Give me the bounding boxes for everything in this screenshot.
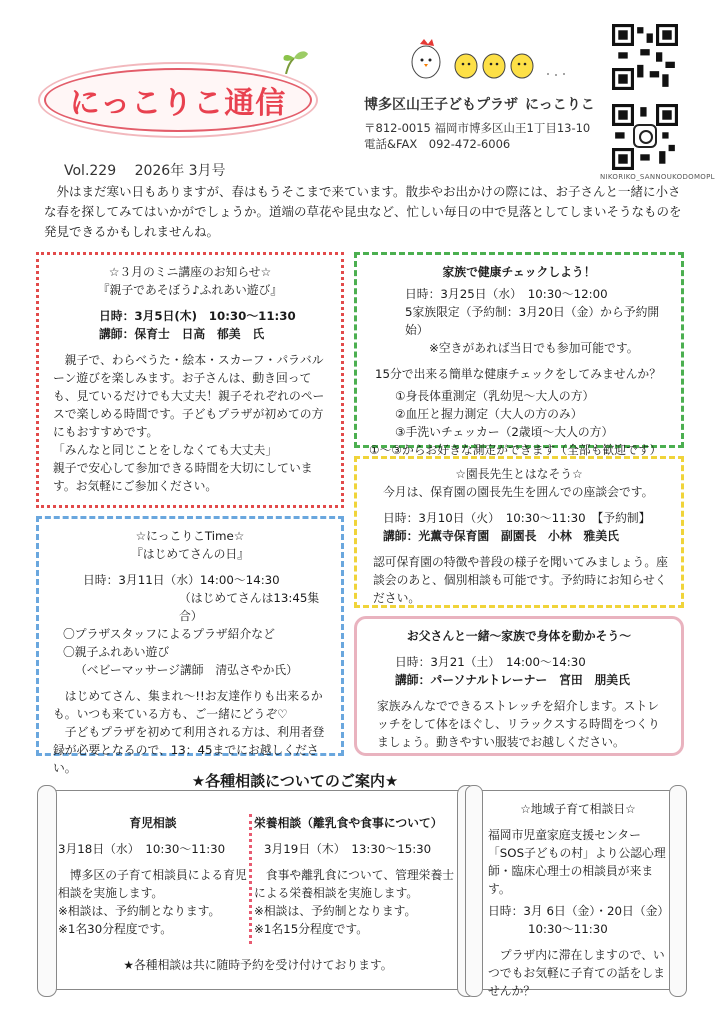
childcare-note: ※相談は、予約制となります。 [58,904,221,918]
nikkoriko-time-date: 日時：3月11日（水）14:00～14:30 [83,573,280,587]
nikkoriko-time-closing: 子どもプラザを初めて利用される方は、利用者登録が必要となるので、13：45までにお越しください。 [53,725,325,775]
nikkoriko-time-box [36,516,344,775]
mini-course-date: 日時：3月5日(木) 10:30～11:30 [99,309,296,323]
nikkoriko-time-heading: ☆にっこりこTime☆ [135,529,245,543]
dad-event-body: 家族みんなでできるストレッチを紹介します。ストレッチをして体をほぐし、リラックスする時間をつくりましょう。動きやすい服装でお越しください。 [377,699,660,749]
nutrition-note: ※相談は、予約制となります。 [254,904,417,918]
issue-number: Vol.229 2026年 3月号 [64,163,226,179]
mini-course-quote: 「みんなと同じことをしなくても大丈夫」 [53,443,278,457]
nutrition-date: 3月19日（木） 13:30～15:30 [264,842,432,856]
nikkoriko-time-item: 〇親子ふれあい遊び [63,645,170,659]
childcare-note: ※1名30分程度です。 [58,922,173,936]
health-check-note: ※空きがあれば当日でも参加可能です。 [429,341,639,355]
mini-course-box [36,252,344,508]
community-date: 日時：3月 6日（金）・20日（金） [488,904,670,918]
principal-body: 認可保育園の特徴や普段の様子を聞いてみましょう。座談会のあと、個別相談も可能です。予約時にお知らせください。 [373,555,668,605]
instagram-icon [633,124,657,148]
community-body: 福岡市児童家庭支援センター「SOS子どもの村」より公認心理師・臨床心理士の相談員が来ます。 [488,828,666,896]
nutrition-title: 栄養相談（離乳食や食事について） [254,816,443,830]
health-check-item: ②血圧と握力測定（大人の方のみ） [395,407,583,421]
childcare-date: 3月18日（水） 10:30～11:30 [58,842,226,856]
health-check-item: ③手洗いチェッカー（2歳頃～大人の方） [395,425,614,439]
mini-course-lecturer: 講師：保育士 日高 郁美 氏 [99,327,265,341]
principal-date: 日時：3月10日（火） 10:30～11:30 【予約制】 [383,511,651,525]
dad-event-lecturer: 講師：パーソナルトレーナー 宮田 朋美氏 [395,673,630,687]
nikkoriko-time-body: はじめてさん、集まれ～!!お友達作りも出来るかも。いつも来ている方も、ご一緒にどうぞ♡ [53,689,323,721]
health-check-heading: 家族で健康チェックしよう！ [442,265,596,279]
community-time: 10:30～11:30 [528,922,608,936]
childcare-body: 博多区の子育て相談員による育児相談を実施します。 [58,868,247,900]
leaf-sprout-icon [280,48,310,74]
org-name: 博多区山王子どもプラザ [364,97,518,113]
health-check-item: ①身長体重測定（乳幼児～大人の方） [395,389,595,403]
nutrition-note: ※1名15分程度です。 [254,922,369,936]
principal-heading: ☆園長先生とはなそう☆ [455,467,583,481]
community-heading: ☆地域子育て相談日☆ [520,802,636,816]
newsletter-title-banner [44,68,312,132]
community-consultation [488,800,668,1000]
mini-course-title: 『親子であそぼう♪ふれあい遊び』 [97,283,283,297]
nikkoriko-time-note: （はじめてさんは13:45集合） [179,591,320,623]
health-check-limit: 5家族限定（予約制：3月20日（金）から予約開始） [405,305,660,337]
mini-course-heading: ☆３月のミニ講座のお知らせ☆ [108,265,272,279]
nikkoriko-time-item: （ベビーマッサージ講師 清弘さやか氏） [75,663,298,677]
consultation-divider [249,814,252,944]
mini-course-body: 親子で、わらべうた・絵本・スカーフ・パラバルーン遊びを楽しみます。お子さんは、動き回っても、見ているだけでも大丈夫！親子それぞれのペースで楽しめる時間です。子どもプラザが初めての方にもおすすめです。 [53,353,325,439]
chick-illustration-icon [408,34,578,84]
qr-code-icon[interactable] [612,24,678,90]
principal-lecturer: 講師：光薫寺保育園 副園長 小林 雅美氏 [383,529,619,543]
health-check-date: 日時：3月25日（水） 10:30～12:00 [405,287,608,301]
principal-talk-box [354,456,684,608]
org-address: 〒812-0015 福岡市博多区山王1丁目13-10 [364,121,591,135]
newsletter-title: にっこりこ通信 [69,86,287,121]
consultation-footer: ★各種相談は共に随時予約を受け付けております。 [123,958,393,972]
childcare-consultation [58,814,248,938]
nutrition-body: 食事や離乳食について、管理栄養士による栄養相談を実施します。 [254,868,455,900]
intro-paragraph: 外はまだ寒い日もありますが、春はもうそこまで来ています。散歩やお出かけの際には、お子さんと一緒に小さな春を探してみてはいかがでしょうか。道端の草花や昆虫など、忙しい毎日の中で見落としてしまいそうなものを発見できるかもしれませんね。 [44,184,682,239]
health-check-footer: ①～③からお好きな測定ができます（全部も歓迎です） [369,443,662,457]
nikkoriko-time-title: 『はじめてさんの日』 [131,547,249,561]
nutrition-consultation [254,814,460,938]
principal-lead: 今月は、保育園の園長先生を囲んでの座談会です。 [383,485,654,499]
community-closing: プラザ内に滞在しますので、いつでもお気軽に子育ての話をしませんか？ [488,948,665,998]
health-check-intro: 15分で出来る簡単な健康チェックをしてみませんか？ [375,367,661,381]
org-short-name: にっこりこ [525,97,595,113]
org-phone: 電話&FAX 092-472-6006 [364,137,511,151]
qr-caption: NIKORIKO_SANNOUKODOMOPL [600,173,715,181]
childcare-title: 育児相談 [129,816,177,830]
mini-course-closing: 親子で安心して参加できる時間を大切にしています。お気軽にご参加ください。 [53,461,313,493]
dad-event-heading: お父さんと一緒～家族で身体を動かそう～ [406,629,632,643]
dad-event-date: 日時：3月21（土） 14:00～14:30 [395,655,586,669]
consultation-heading: ★各種相談についてのご案内★ [191,772,399,790]
nikkoriko-time-item: 〇プラザスタッフによるプラザ紹介など [63,627,275,641]
dad-event-box [354,616,684,756]
health-check-box [354,252,684,457]
